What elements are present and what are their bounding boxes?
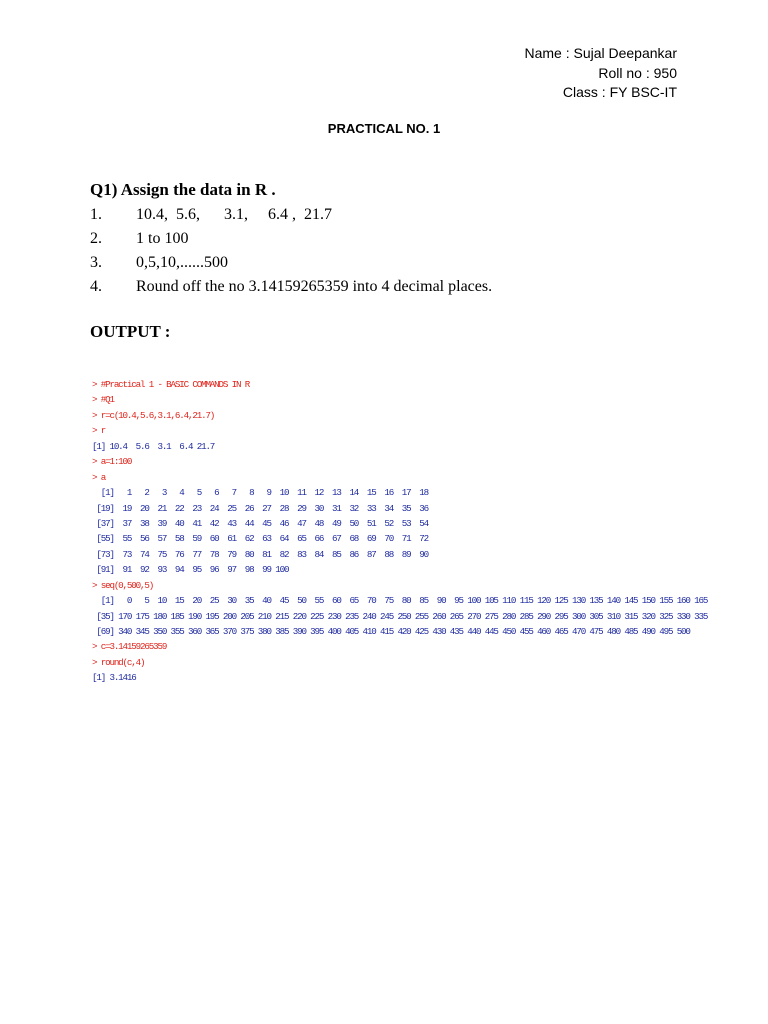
console-result-line: [1] 0 5 10 15 20 25 30 35 40 45 50 55 60 65 70 75 80 85 90 95 100 105 110 115 120 125 130 135 140 145 150 155 160 165 (92, 595, 708, 607)
list-item (90, 227, 492, 251)
console-result-line: [1] 1 2 3 4 5 6 7 8 9 10 11 12 13 14 15 16 17 18 (92, 487, 428, 499)
list-item-number: 2. (90, 230, 102, 247)
console-command-line: > a=1:100 (92, 456, 132, 468)
question-title: Q1) Assign the data in R . (90, 180, 276, 199)
list-item (90, 275, 492, 299)
console-result-line: [69] 340 345 350 355 360 365 370 375 380 385 390 395 400 405 410 415 420 425 430 435 440 445 450 455 460 465 470 475 480 485 490 495 500 (92, 626, 690, 637)
console-result-line: [19] 19 20 21 22 23 24 25 26 27 28 29 30 31 32 33 34 35 36 (92, 502, 428, 514)
student-name: Name : Sujal Deepankar (524, 45, 677, 61)
console-result-line: [35] 170 175 180 185 190 195 200 205 210 215 220 225 230 235 240 245 250 255 260 265 270 275 280 285 290 295 300 305 310 315 320 325 330 335 (92, 610, 708, 622)
list-item (90, 203, 492, 227)
list-item-text: Round off the no 3.14159265359 into 4 decimal places. (136, 278, 493, 295)
console-command-line: > #Practical 1 - BASIC COMMANDS IN R (92, 379, 250, 390)
console-command-line: > r (92, 425, 106, 437)
roll-number: Roll no : 950 (598, 64, 677, 81)
output-title: OUTPUT : (90, 322, 171, 341)
r-console-output (92, 377, 707, 686)
list-item (90, 251, 492, 275)
console-result-line: [1] 3.1416 (92, 672, 136, 684)
console-command-line: > r=c(10.4,5.6,3.1,6.4,21.7) (92, 409, 215, 421)
console-result-line: [73] 73 74 75 76 77 78 79 80 81 82 83 84 85 86 87 88 89 90 (92, 548, 428, 560)
console-command-line: > c=3.14159265359 (92, 641, 167, 653)
console-result-line: [55] 55 56 57 58 59 60 61 62 63 64 65 66 67 68 69 70 71 72 (92, 533, 428, 545)
question-list (90, 203, 492, 299)
student-info-header (524, 44, 677, 103)
practical-title: PRACTICAL NO. 1 (327, 121, 441, 136)
console-command-line: > round(c,4) (92, 656, 145, 668)
list-item-text: 1 to 100 (136, 230, 189, 247)
list-item-number: 4. (90, 278, 102, 295)
class-name: Class : FY BSC-IT (562, 84, 677, 100)
console-command-line: > a (92, 471, 106, 483)
console-result-line: [37] 37 38 39 40 41 42 43 44 45 46 47 48 49 50 51 52 53 54 (92, 517, 428, 529)
list-item-text: 0,5,10,......500 (136, 254, 228, 271)
list-item-number: 1. (90, 206, 102, 223)
list-item-text: 10.4, 5.6, 3.1, 6.4 , 21.7 (136, 206, 332, 223)
list-item-number: 3. (90, 254, 102, 271)
console-command-line: > seq(0,500,5) (92, 579, 154, 591)
console-result-line: [1] 10.4 5.6 3.1 6.4 21.7 (92, 440, 215, 452)
console-result-line: [91] 91 92 93 94 95 96 97 98 99 100 (92, 564, 289, 576)
console-command-line: > #Q1 (92, 394, 114, 406)
